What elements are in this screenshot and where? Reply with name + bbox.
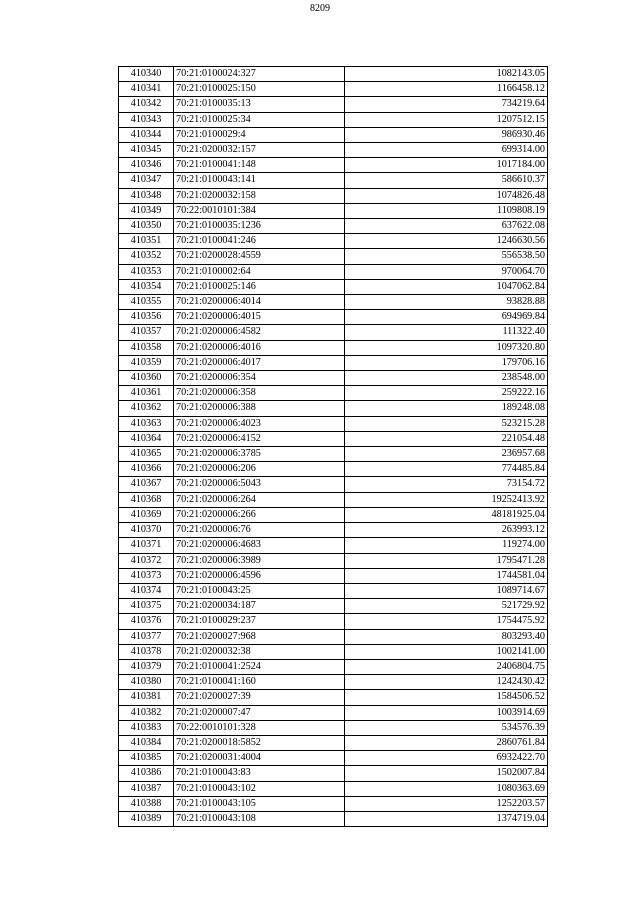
- table-row: [119, 325, 548, 340]
- cadastral-number-cell: 70:21:0200032:38: [174, 644, 345, 659]
- cadastral-value-cell: 119274.00: [345, 538, 548, 553]
- cadastral-value-cell: 93828.88: [345, 295, 548, 310]
- row-number-cell: 410362: [119, 401, 174, 416]
- row-number-cell: 410350: [119, 219, 174, 234]
- table-row: [119, 279, 548, 294]
- table-row: [119, 158, 548, 173]
- cadastral-value-cell: 1502007.84: [345, 766, 548, 781]
- row-number-cell: 410366: [119, 462, 174, 477]
- table-row: [119, 568, 548, 583]
- table-row: [119, 82, 548, 97]
- cadastral-number-cell: 70:21:0100029:4: [174, 127, 345, 142]
- row-number-cell: 410348: [119, 188, 174, 203]
- table-row: [119, 629, 548, 644]
- row-number-cell: 410351: [119, 234, 174, 249]
- table-row: [119, 234, 548, 249]
- row-number-cell: 410355: [119, 295, 174, 310]
- cadastral-value-cell: 1047062.84: [345, 279, 548, 294]
- cadastral-value-cell: 534576.39: [345, 720, 548, 735]
- table-row: [119, 675, 548, 690]
- cadastral-number-cell: 70:21:0200006:5043: [174, 477, 345, 492]
- cadastral-value-cell: 1795471.28: [345, 553, 548, 568]
- row-number-cell: 410372: [119, 553, 174, 568]
- cadastral-value-cell: 1166458.12: [345, 82, 548, 97]
- table-row: [119, 796, 548, 811]
- table-row: [119, 447, 548, 462]
- cadastral-value-cell: 238548.00: [345, 371, 548, 386]
- cadastral-number-cell: 70:21:0100043:25: [174, 583, 345, 598]
- table-row: [119, 690, 548, 705]
- cadastral-number-cell: 70:21:0200006:4582: [174, 325, 345, 340]
- row-number-cell: 410368: [119, 492, 174, 507]
- row-number-cell: 410365: [119, 447, 174, 462]
- cadastral-value-cell: 1002141.00: [345, 644, 548, 659]
- cadastral-number-cell: 70:21:0200007:47: [174, 705, 345, 720]
- cadastral-number-cell: 70:21:0100025:34: [174, 112, 345, 127]
- cadastral-number-cell: 70:21:0200031:4004: [174, 751, 345, 766]
- cadastral-value-cell: 1242430.42: [345, 675, 548, 690]
- row-number-cell: 410378: [119, 644, 174, 659]
- cadastral-value-cell: 970064.70: [345, 264, 548, 279]
- cadastral-number-cell: 70:21:0100035:1236: [174, 219, 345, 234]
- row-number-cell: 410344: [119, 127, 174, 142]
- row-number-cell: 410345: [119, 143, 174, 158]
- table-row: [119, 112, 548, 127]
- row-number-cell: 410377: [119, 629, 174, 644]
- cadastral-value-cell: 521729.92: [345, 599, 548, 614]
- table-row: [119, 583, 548, 598]
- table-row: [119, 203, 548, 218]
- cadastral-value-cell: 2406804.75: [345, 659, 548, 674]
- row-number-cell: 410379: [119, 659, 174, 674]
- cadastral-number-cell: 70:21:0200006:3989: [174, 553, 345, 568]
- cadastral-value-cell: 1754475.92: [345, 614, 548, 629]
- table-row: [119, 310, 548, 325]
- cadastral-number-cell: 70:21:0100035:13: [174, 97, 345, 112]
- cadastral-number-cell: 70:21:0100043:105: [174, 796, 345, 811]
- table-row: [119, 295, 548, 310]
- cadastral-number-cell: 70:21:0100025:150: [174, 82, 345, 97]
- table-row: [119, 523, 548, 538]
- table-row: [119, 614, 548, 629]
- row-number-cell: 410347: [119, 173, 174, 188]
- cadastral-number-cell: 70:21:0200027:968: [174, 629, 345, 644]
- cadastral-number-cell: 70:21:0200034:187: [174, 599, 345, 614]
- cadastral-value-cell: 1080363.69: [345, 781, 548, 796]
- cadastral-number-cell: 70:21:0200032:158: [174, 188, 345, 203]
- page-number: 8209: [310, 3, 330, 14]
- cadastral-value-cell: 2860761.84: [345, 735, 548, 750]
- cadastral-number-cell: 70:21:0200006:358: [174, 386, 345, 401]
- table-row: [119, 766, 548, 781]
- cadastral-value-table: [118, 66, 548, 827]
- row-number-cell: 410385: [119, 751, 174, 766]
- cadastral-number-cell: 70:21:0200032:157: [174, 143, 345, 158]
- row-number-cell: 410356: [119, 310, 174, 325]
- row-number-cell: 410380: [119, 675, 174, 690]
- table-row: [119, 188, 548, 203]
- cadastral-value-cell: 221054.48: [345, 431, 548, 446]
- row-number-cell: 410359: [119, 355, 174, 370]
- cadastral-number-cell: 70:21:0200006:388: [174, 401, 345, 416]
- cadastral-value-cell: 637622.08: [345, 219, 548, 234]
- row-number-cell: 410341: [119, 82, 174, 97]
- table-row: [119, 735, 548, 750]
- cadastral-number-cell: 70:21:0100024:327: [174, 67, 345, 82]
- row-number-cell: 410373: [119, 568, 174, 583]
- cadastral-value-cell: 48181925.04: [345, 507, 548, 522]
- cadastral-value-cell: 1003914.69: [345, 705, 548, 720]
- row-number-cell: 410371: [119, 538, 174, 553]
- table-row: [119, 264, 548, 279]
- cadastral-number-cell: 70:22:0010101:384: [174, 203, 345, 218]
- cadastral-number-cell: 70:21:0200006:354: [174, 371, 345, 386]
- table-row: [119, 340, 548, 355]
- row-number-cell: 410358: [119, 340, 174, 355]
- cadastral-value-cell: 189248.08: [345, 401, 548, 416]
- cadastral-number-cell: 70:21:0200006:76: [174, 523, 345, 538]
- cadastral-value-cell: 73154.72: [345, 477, 548, 492]
- row-number-cell: 410388: [119, 796, 174, 811]
- cadastral-value-cell: 1374719.04: [345, 811, 548, 826]
- table-row: [119, 811, 548, 826]
- row-number-cell: 410367: [119, 477, 174, 492]
- table-row: [119, 599, 548, 614]
- row-number-cell: 410383: [119, 720, 174, 735]
- row-number-cell: 410382: [119, 705, 174, 720]
- cadastral-number-cell: 70:21:0200006:4596: [174, 568, 345, 583]
- table-row: [119, 416, 548, 431]
- cadastral-number-cell: 70:21:0100029:237: [174, 614, 345, 629]
- cadastral-value-cell: 1017184.00: [345, 158, 548, 173]
- cadastral-number-cell: 70:21:0100025:146: [174, 279, 345, 294]
- table-row: [119, 127, 548, 142]
- cadastral-value-cell: 986930.46: [345, 127, 548, 142]
- table-row: [119, 355, 548, 370]
- cadastral-number-cell: 70:22:0010101:328: [174, 720, 345, 735]
- cadastral-number-cell: 70:21:0100043:102: [174, 781, 345, 796]
- cadastral-number-cell: 70:21:0100043:141: [174, 173, 345, 188]
- cadastral-number-cell: 70:21:0200027:39: [174, 690, 345, 705]
- cadastral-value-cell: 803293.40: [345, 629, 548, 644]
- row-number-cell: 410343: [119, 112, 174, 127]
- cadastral-number-cell: 70:21:0200006:266: [174, 507, 345, 522]
- table-row: [119, 644, 548, 659]
- cadastral-value-cell: 19252413.92: [345, 492, 548, 507]
- cadastral-value-cell: 1089714.67: [345, 583, 548, 598]
- cadastral-value-cell: 694969.84: [345, 310, 548, 325]
- row-number-cell: 410354: [119, 279, 174, 294]
- cadastral-value-cell: 1207512.15: [345, 112, 548, 127]
- cadastral-number-cell: 70:21:0200006:4152: [174, 431, 345, 446]
- cadastral-number-cell: 70:21:0100041:160: [174, 675, 345, 690]
- cadastral-value-cell: 179706.16: [345, 355, 548, 370]
- table-row: [119, 401, 548, 416]
- cadastral-value-cell: 236957.68: [345, 447, 548, 462]
- cadastral-value-cell: 111322.40: [345, 325, 548, 340]
- cadastral-number-cell: 70:21:0200006:4023: [174, 416, 345, 431]
- table-body: [119, 67, 548, 827]
- cadastral-number-cell: 70:21:0200006:206: [174, 462, 345, 477]
- table-row: [119, 249, 548, 264]
- row-number-cell: 410381: [119, 690, 174, 705]
- row-number-cell: 410374: [119, 583, 174, 598]
- cadastral-value-cell: 1097320.80: [345, 340, 548, 355]
- table-row: [119, 386, 548, 401]
- cadastral-value-cell: 259222.16: [345, 386, 548, 401]
- cadastral-value-cell: 1074826.48: [345, 188, 548, 203]
- row-number-cell: 410369: [119, 507, 174, 522]
- row-number-cell: 410340: [119, 67, 174, 82]
- row-number-cell: 410360: [119, 371, 174, 386]
- row-number-cell: 410352: [119, 249, 174, 264]
- table-row: [119, 431, 548, 446]
- table-row: [119, 477, 548, 492]
- cadastral-number-cell: 70:21:0200006:4683: [174, 538, 345, 553]
- cadastral-number-cell: 70:21:0200006:4017: [174, 355, 345, 370]
- cadastral-value-cell: 586610.37: [345, 173, 548, 188]
- row-number-cell: 410342: [119, 97, 174, 112]
- cadastral-value-cell: 699314.00: [345, 143, 548, 158]
- table-row: [119, 219, 548, 234]
- cadastral-number-cell: 70:21:0200006:264: [174, 492, 345, 507]
- cadastral-number-cell: 70:21:0200018:5852: [174, 735, 345, 750]
- row-number-cell: 410357: [119, 325, 174, 340]
- row-number-cell: 410389: [119, 811, 174, 826]
- cadastral-value-cell: 1744581.04: [345, 568, 548, 583]
- row-number-cell: 410349: [119, 203, 174, 218]
- row-number-cell: 410384: [119, 735, 174, 750]
- cadastral-value-cell: 1252203.57: [345, 796, 548, 811]
- row-number-cell: 410386: [119, 766, 174, 781]
- row-number-cell: 410370: [119, 523, 174, 538]
- table-row: [119, 462, 548, 477]
- cadastral-number-cell: 70:21:0200006:3785: [174, 447, 345, 462]
- cadastral-number-cell: 70:21:0100041:148: [174, 158, 345, 173]
- table-row: [119, 659, 548, 674]
- table-row: [119, 538, 548, 553]
- cadastral-number-cell: 70:21:0200006:4016: [174, 340, 345, 355]
- table-row: [119, 751, 548, 766]
- row-number-cell: 410346: [119, 158, 174, 173]
- table-row: [119, 507, 548, 522]
- cadastral-number-cell: 70:21:0100002:64: [174, 264, 345, 279]
- row-number-cell: 410387: [119, 781, 174, 796]
- row-number-cell: 410376: [119, 614, 174, 629]
- cadastral-number-cell: 70:21:0100043:83: [174, 766, 345, 781]
- cadastral-number-cell: 70:21:0100041:246: [174, 234, 345, 249]
- cadastral-value-cell: 774485.84: [345, 462, 548, 477]
- table-row: [119, 143, 548, 158]
- row-number-cell: 410364: [119, 431, 174, 446]
- table-row: [119, 781, 548, 796]
- cadastral-value-cell: 556538.50: [345, 249, 548, 264]
- row-number-cell: 410361: [119, 386, 174, 401]
- cadastral-number-cell: 70:21:0200006:4014: [174, 295, 345, 310]
- cadastral-value-cell: 1584506.52: [345, 690, 548, 705]
- cadastral-value-cell: 734219.64: [345, 97, 548, 112]
- table-row: [119, 705, 548, 720]
- table-row: [119, 371, 548, 386]
- cadastral-number-cell: 70:21:0100043:108: [174, 811, 345, 826]
- table-row: [119, 97, 548, 112]
- cadastral-value-cell: 1082143.05: [345, 67, 548, 82]
- row-number-cell: 410375: [119, 599, 174, 614]
- table-row: [119, 492, 548, 507]
- table-row: [119, 553, 548, 568]
- row-number-cell: 410353: [119, 264, 174, 279]
- row-number-cell: 410363: [119, 416, 174, 431]
- cadastral-value-cell: 1246630.56: [345, 234, 548, 249]
- table-row: [119, 720, 548, 735]
- table-row: [119, 67, 548, 82]
- cadastral-number-cell: 70:21:0200028:4559: [174, 249, 345, 264]
- cadastral-value-cell: 263993.12: [345, 523, 548, 538]
- cadastral-value-cell: 6932422.70: [345, 751, 548, 766]
- cadastral-value-cell: 523215.28: [345, 416, 548, 431]
- table-row: [119, 173, 548, 188]
- cadastral-number-cell: 70:21:0100041:2524: [174, 659, 345, 674]
- cadastral-number-cell: 70:21:0200006:4015: [174, 310, 345, 325]
- cadastral-value-cell: 1109808.19: [345, 203, 548, 218]
